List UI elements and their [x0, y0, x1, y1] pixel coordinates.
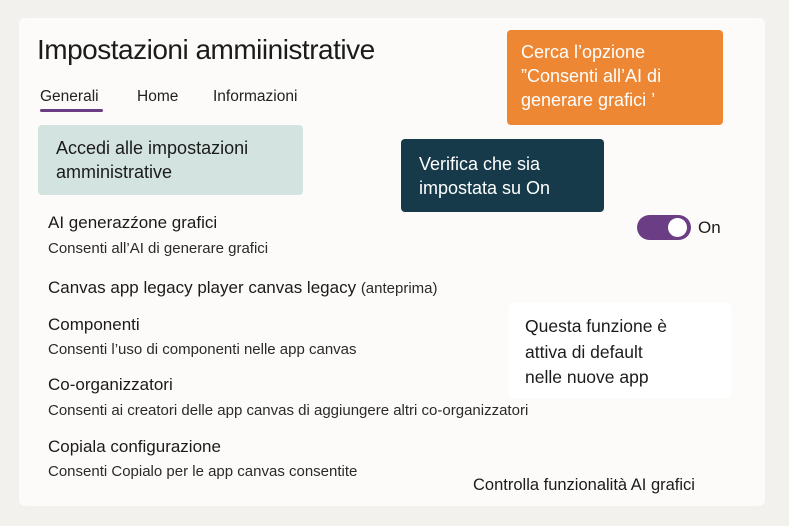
callout-line: Accedi alle impostazioni — [56, 138, 249, 158]
toggle-state-label: On — [698, 218, 721, 237]
setting-desc-ai-charts: Consenti all’AI di generare grafici — [48, 240, 269, 257]
setting-title-components: Componenti — [48, 315, 140, 334]
callout-line: impostata su On — [419, 178, 551, 198]
callout-access-admin — [38, 125, 303, 195]
callout-line: attiva di default — [525, 341, 643, 362]
setting-desc-coowners: Consenti ai creatori delle app canvas di aggiungere altri co-organizzatori — [48, 402, 529, 419]
footer-caption: Controlla funzionalità AI grafici — [473, 476, 695, 494]
setting-title-copilot: Copiala configurazione — [48, 437, 221, 456]
callout-line: Cerca l’opzione — [521, 42, 646, 62]
callout-line: amministrative — [56, 162, 173, 182]
callout-default-note — [509, 303, 731, 398]
active-tab-indicator — [40, 109, 103, 112]
page-title: Impostazioni ammiinistrative — [37, 34, 375, 65]
setting-title-canvas-legacy — [48, 278, 438, 298]
callout-line: Questa funzione è — [525, 316, 668, 336]
callout-search-option — [507, 30, 723, 125]
setting-desc-components: Consenti l’uso di componenti nelle app canvas — [48, 341, 357, 358]
toggle-knob — [668, 218, 687, 237]
setting-title-ai-charts: AI generazźone grafici — [48, 213, 218, 232]
callout-verify-on — [401, 139, 604, 212]
setting-title-coowners: Co-organizzatori — [48, 375, 173, 394]
ai-charts-toggle[interactable] — [637, 215, 691, 240]
setting-desc-copilot: Consenti Copialo per le app canvas consentite — [48, 463, 358, 480]
setting-title: Canvas app legacy player canvas legacy — [48, 278, 357, 297]
callout-line: Verifica che sia — [419, 154, 541, 174]
callout-line: generare grafici ’ — [521, 90, 656, 110]
tab-informazioni[interactable]: Informazioni — [213, 88, 298, 105]
callout-line: nelle nuove app — [525, 367, 649, 387]
callout-line: ”Consenti all’AI di — [521, 66, 662, 86]
tab-generali[interactable]: Generali — [40, 88, 99, 105]
preview-tag: (anteprima) — [360, 280, 438, 297]
tab-home[interactable]: Home — [137, 88, 179, 105]
